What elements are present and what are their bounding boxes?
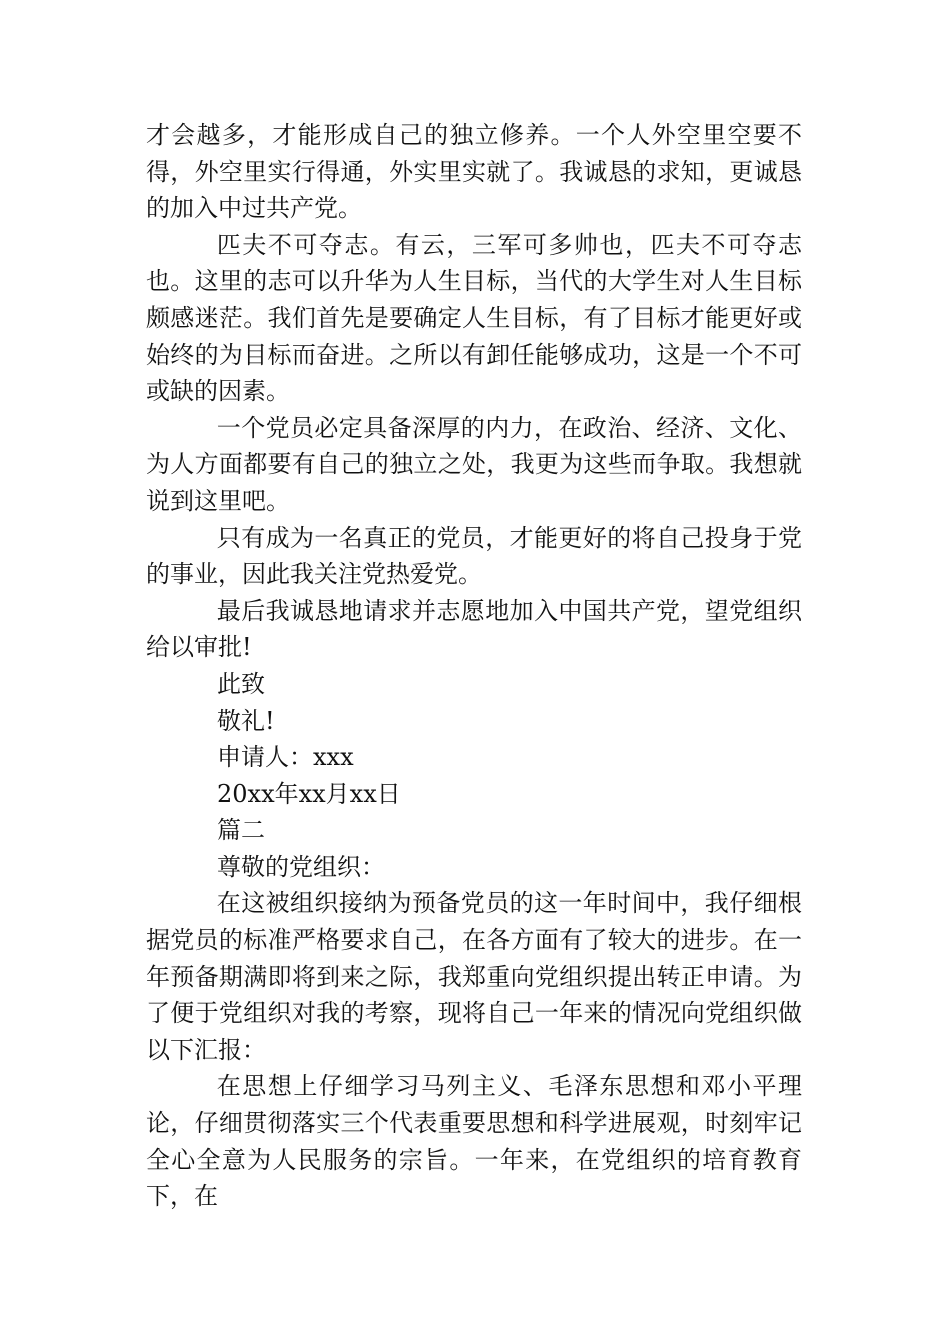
paragraph-request: 最后我诚恳地请求并志愿地加入中国共产党，望党组织给以审批! (146, 596, 802, 662)
applicant-signature: 申请人：xxx (217, 743, 354, 772)
letter-greeting: 尊敬的党组织： (217, 852, 385, 881)
document-page (146, 117, 802, 1215)
paragraph-probation-intro: 在这被组织接纳为预备党员的这一年时间中，我仔细根据党员的标准严格要求自己，在各方面有了较大的进步。在一年预备期满即将到来之际，我郑重向党组织提出转正申请。为了便于党组织对我的考察，现将自己一年来的情况向党组织做以下汇报： (146, 889, 802, 1064)
closing-regards: 敬礼! (217, 706, 275, 735)
paragraph-ideology: 在思想上仔细学习马列主义、毛泽东思想和邓小平理论，仔细贯彻落实三个代表重要思想和科学进展观，时刻牢记全心全意为人民服务的宗旨。一年来，在党组织的培育教育下，在 (146, 1072, 802, 1211)
paragraph-inner-strength: 一个党员必定具备深厚的内力，在政治、经济、文化、为人方面都要有自己的独立之处，我更为这些而争取。我想就说到这里吧。 (146, 413, 802, 515)
paragraph-continuation: 才会越多，才能形成自己的独立修养。一个人外空里空要不得，外空里实行得通，外实里实就了。我诚恳的求知，更诚恳的加入中过共产党。 (146, 121, 802, 223)
closing-salutation: 此致 (217, 669, 265, 698)
paragraph-devotion: 只有成为一名真正的党员，才能更好的将自己投身于党的事业，因此我关注党热爱党。 (146, 523, 802, 589)
letter-date: 20xx年xx月xx日 (217, 779, 401, 808)
section-heading: 篇二 (217, 816, 265, 845)
paragraph-aspiration: 匹夫不可夺志。有云，三军可多帅也，匹夫不可夺志也。这里的志可以升华为人生目标，当代的大学生对人生目标颇感迷茫。我们首先是要确定人生目标，有了目标才能更好或始终的为目标而奋进。之所以有卸任能够成功，这是一个不可或缺的因素。 (146, 230, 802, 406)
